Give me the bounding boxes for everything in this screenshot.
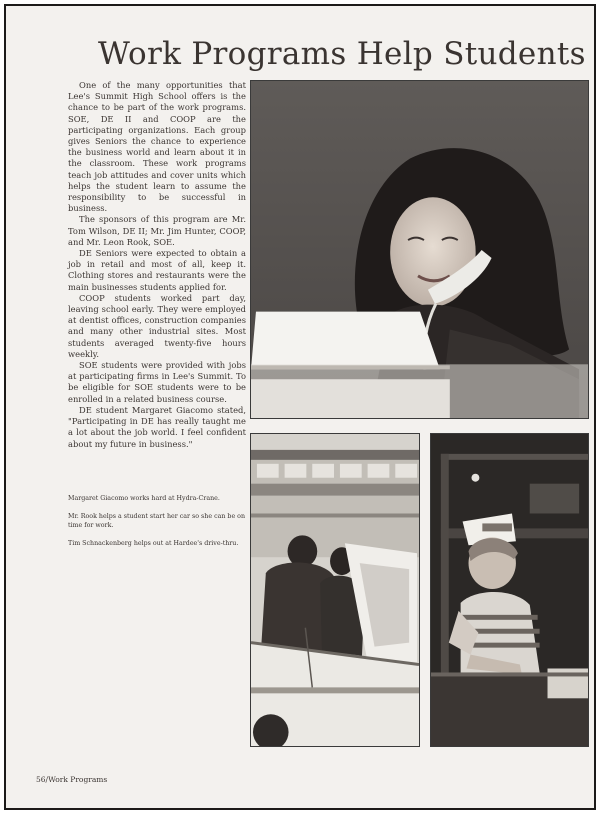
student-on-telephone-photo — [250, 80, 589, 419]
caption-phone-photo: Margaret Giacomo works hard at Hydra-Crane. — [68, 495, 220, 502]
article-body — [68, 80, 246, 450]
page-folio: 56/Work Programs — [36, 775, 108, 784]
article-paragraph: SOE students were provided with jobs at participating firms in Lee's Summit. To be eligible for SOE students were to be enrolled in a related business course. — [68, 360, 246, 404]
article-paragraph: DE student Margaret Giacomo stated, "Participating in DE has really taught me a lot about the job world. I feel confident about my future in business." — [68, 404, 246, 449]
article-paragraph: COOP students worked part day, leaving school early. They were employed at dentist offices, construction companies and many other industrial sites. Most students averaged twenty-five hours weekly. — [68, 292, 246, 359]
article-paragraph: DE Seniors were expected to obtain a job in retail and most of all, keep it. Clothing stores and restaurants were the main businesses students applied for. — [68, 248, 246, 292]
car-engine-photo — [250, 433, 420, 747]
caption-car-photo: Mr. Rook helps a student start her car so she can be on time for work. — [68, 512, 246, 530]
article-paragraph: The sponsors of this program are Mr. Tom Wilson, DE II; Mr. Jim Hunter, COOP, and Mr. Leon Rook, SOE. — [68, 214, 246, 247]
article-paragraph: One of the many opportunities that Lee's Summit High School offers is the chance to be part of the work programs. SOE, DE II and COOP are the participating organizations. Each group gives Seniors the chance to experience the business world and learn about it in the classroom. These work programs teach job attitudes and cover units which helps the student learn to assume the responsibility to be successful in business. — [68, 80, 246, 214]
photo-captions — [68, 494, 246, 556]
page-title: Work Programs Help Students — [98, 36, 586, 72]
page-frame — [4, 4, 596, 810]
drive-thru-worker-photo — [430, 433, 589, 747]
caption-hardees-photo: Tim Schnackenberg helps out at Hardee's drive-thru. — [68, 539, 239, 547]
